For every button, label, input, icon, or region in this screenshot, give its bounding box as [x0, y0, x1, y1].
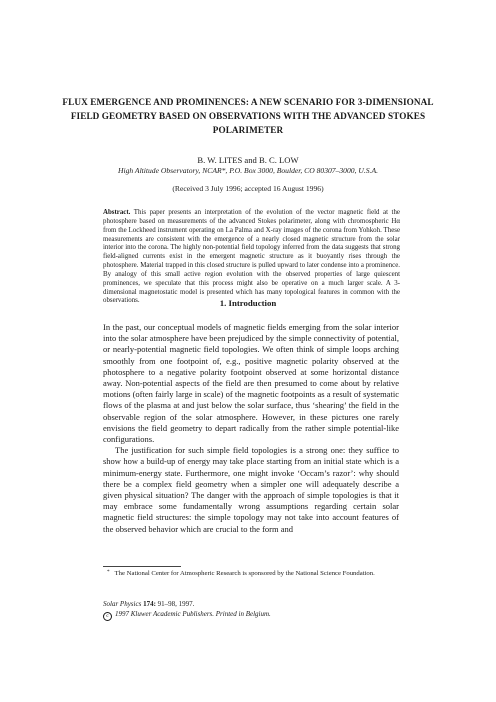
journal-volume: 174: — [143, 600, 156, 608]
journal-pages: 91–98, 1997. — [157, 600, 195, 608]
affiliation: High Altitude Observatory, NCAR*, P.O. Box 3000, Boulder, CO 80307–3000, U.S.A. — [117, 166, 378, 175]
authors: B. W. LITES and B. C. LOW — [197, 155, 299, 165]
footnote — [103, 568, 399, 578]
footnote-rule — [103, 566, 181, 567]
section-heading: 1. Introduction — [219, 298, 277, 308]
footnote-marker: * — [107, 569, 110, 575]
received-dates: (Received 3 July 1996; accepted 16 August 1996) — [172, 184, 324, 193]
abstract-label: Abstract. — [103, 209, 131, 216]
body-text — [103, 322, 399, 535]
abstract-text: This paper presents an interpretation of the evolution of the vector magnetic field at the photosphere based on measurements of the advanced Stokes polarimeter, along with chromospheric Hα from the Lockheed instrument operating on La Palma and X-ray images of the corona from Yohkoh. These measurements are consistent with the emergence of a nearly closed magnetic structure from the solar interior into the corona. The highly non-potential field topology inferred from the data suggests that strong field-aligned currents exist in the emergent magnetic structure as it buoyantly rises through the photosphere. Material trapped in this closed structure is pulled upward to later condense into a prominence. By analogy of this small active region evolution with the observed properties of large quiescent prominences, we speculate that this process might also be operative on a much larger scale. A 3-dimensional magnetostatic model is presented which has many topological features in common with the observations. — [103, 209, 400, 305]
footnote-text: The National Center for Atmospheric Research is sponsored by the National Science Foundation. — [114, 570, 375, 577]
paragraph: The justification for such simple field topologies is a strong one: they suffice to show how a build-up of energy may take place starting from an initial state which is a minimum-energy state. Furthermore, one might invoke ‘Occam’s razor’: why should there be a complex field geometry when a simpler one will adequately describe a given physical situation? The danger with the approach of simple topologies is that it may embrace some fundamentally wrong assumptions regarding certain solar magnetic field structures: the simple topology may not take into account features of the observed behavior which are crucial to the form and — [103, 445, 399, 534]
copyright-icon: c — [103, 612, 112, 621]
paragraph: In the past, our conceptual models of magnetic fields emerging from the solar interior into the solar atmosphere have been prejudiced by the simple connectivity of potential, or nearly-potential magnetic field topologies. We often think of simple loops arching smoothly from one footpoint of, e.g., positive magnetic polarity observed at the photosphere to a negative polarity footpoint observed at some horizontal distance away. Non-potential aspects of the field are then presumed to come about by relative motions (often fairly large in scale) of the magnetic footpoints as a result of systematic flows of the plasma at and just below the solar surface, thus ‘shearing’ the field in the observable region of the solar atmosphere. However, in these pictures one rarely envisions the field geometry to depart radically from the rather simple potential-like configurations. — [103, 322, 399, 445]
paper-title: FLUX EMERGENCE AND PROMINENCES: A NEW SCENARIO FOR 3-DIMENSIONAL FIELD GEOMETRY BASED ON OBSERVATIONS WITH THE ADVANCED STOKES POLARIMETER — [62, 97, 434, 135]
journal-name: Solar Physics — [103, 600, 142, 608]
journal-info — [103, 600, 399, 621]
abstract — [103, 209, 400, 306]
copyright-text: 1997 Kluwer Academic Publishers. Printed in Belgium. — [115, 609, 271, 618]
